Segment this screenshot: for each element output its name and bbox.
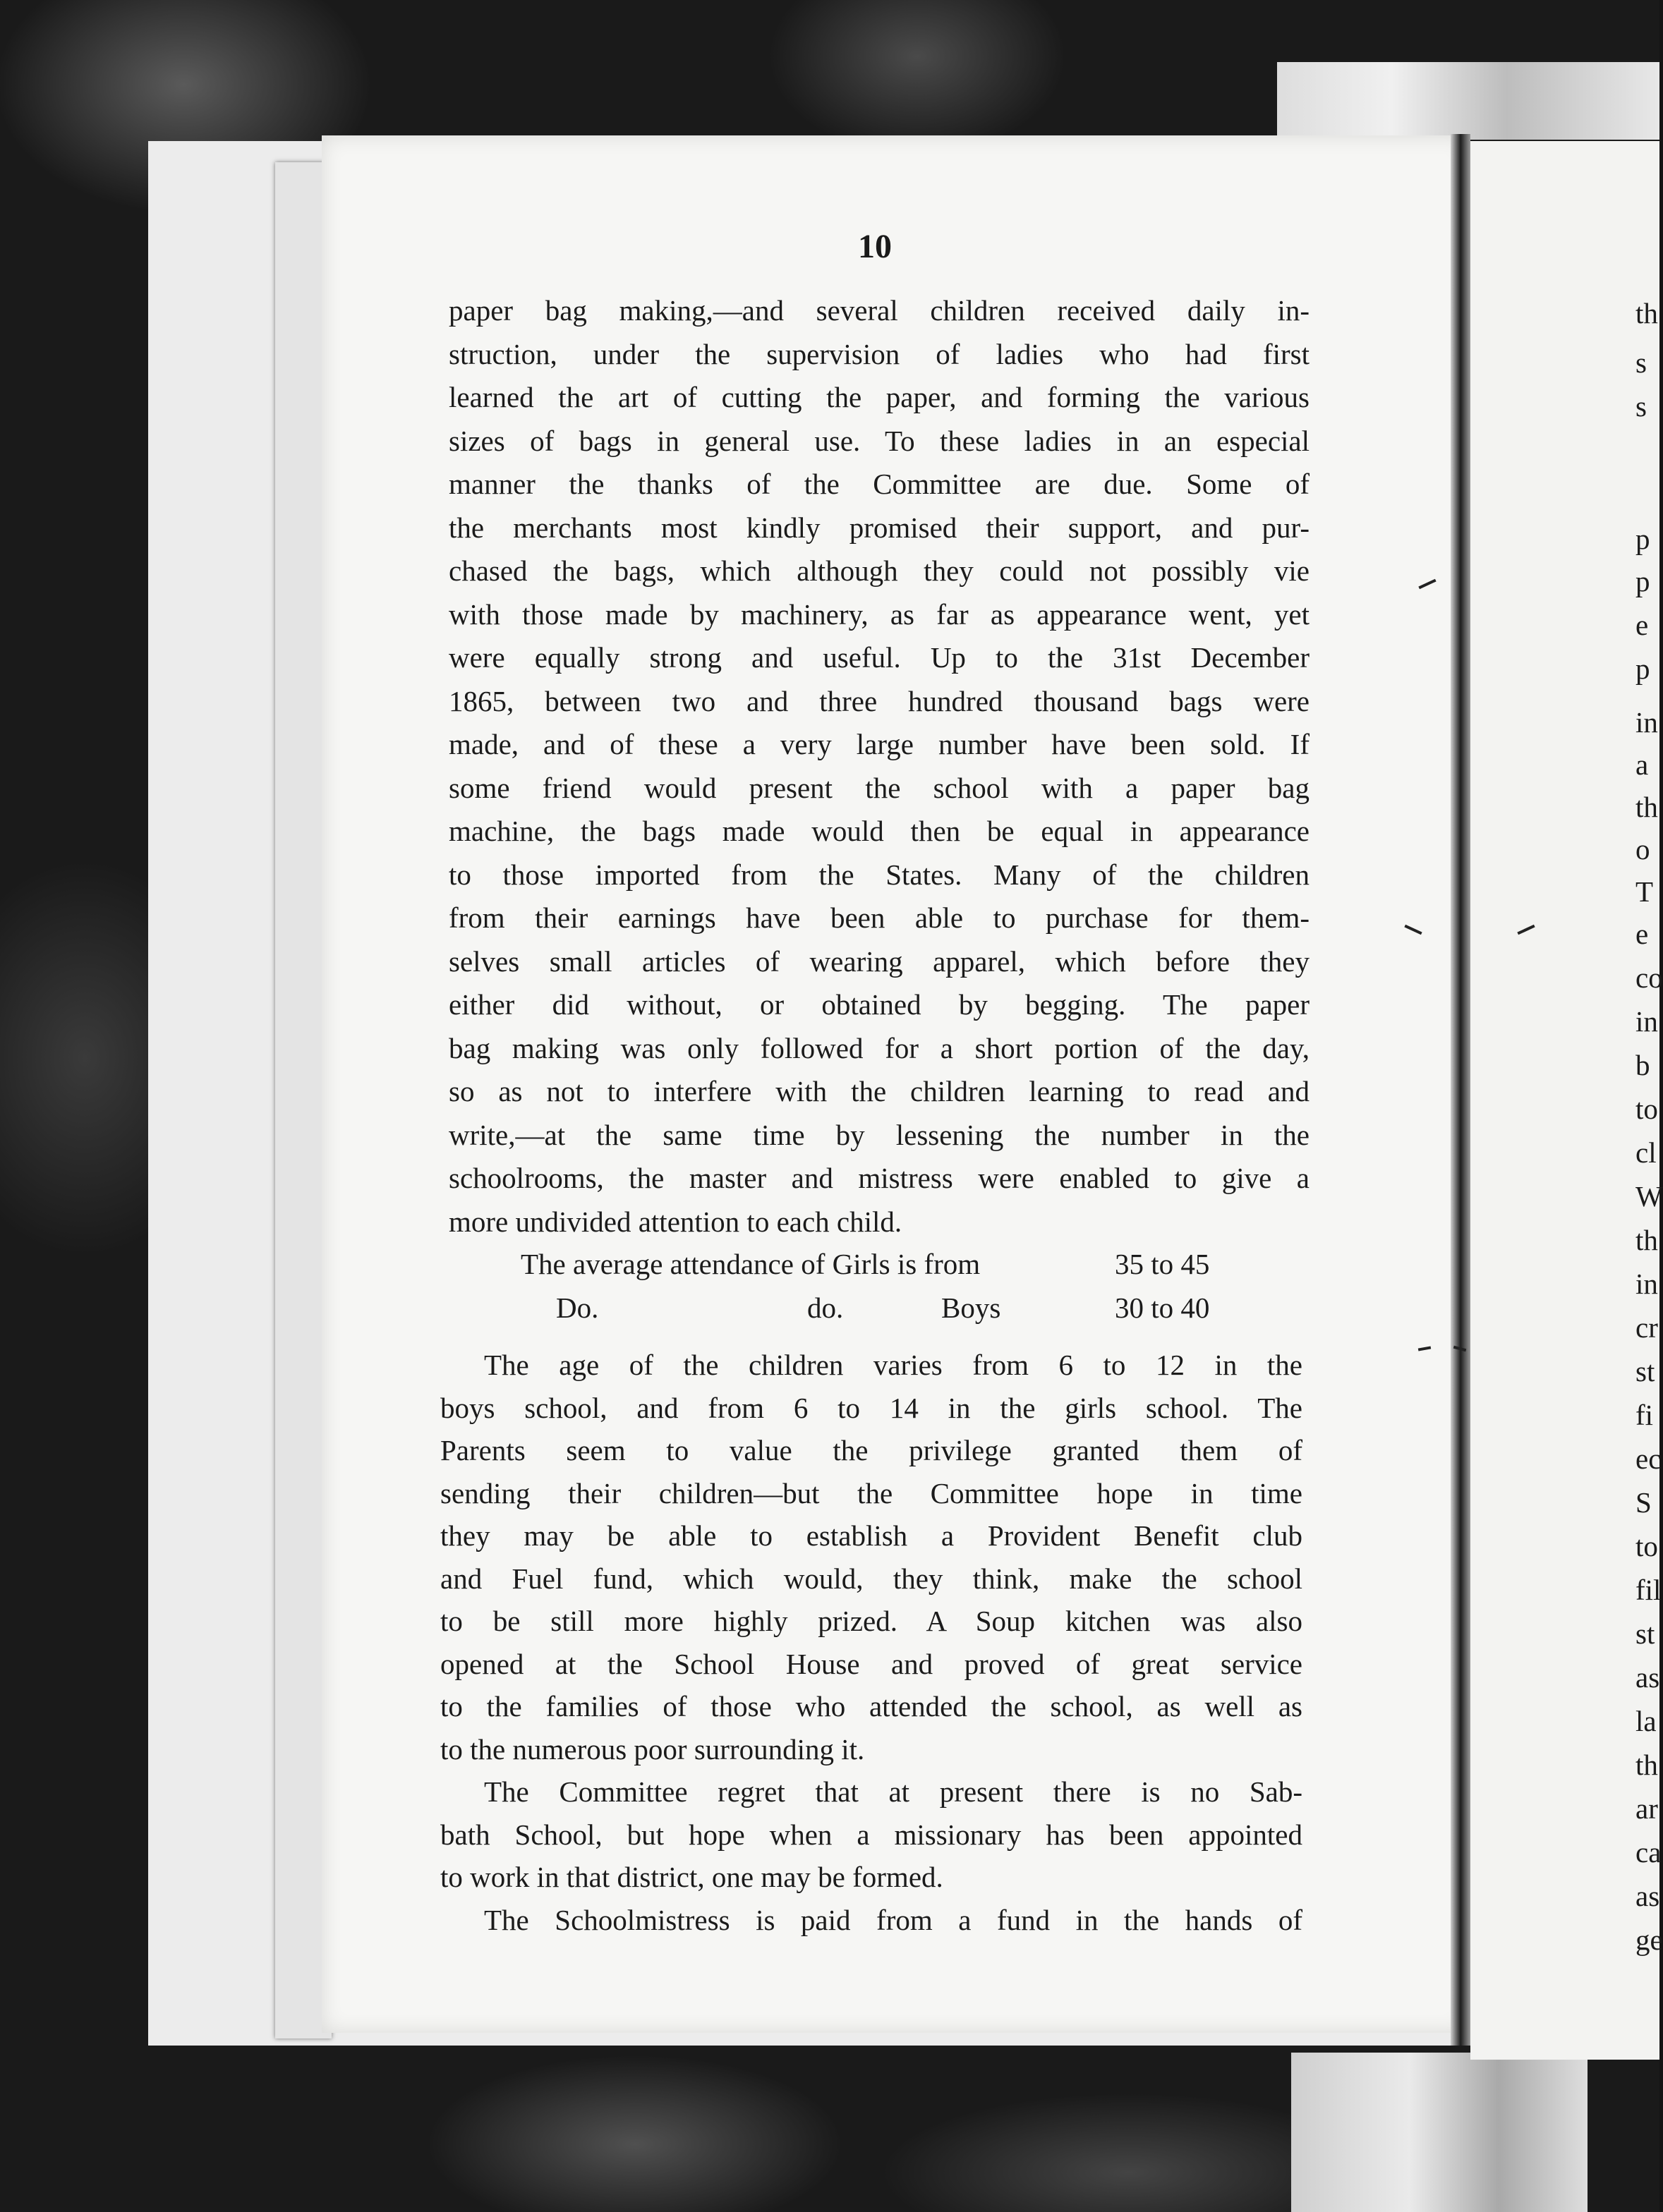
text-line: either did without, or obtained by begging. The paper xyxy=(449,988,1310,1021)
facing-page-fragment: W xyxy=(1635,1180,1663,1213)
facing-page-fragment: ca xyxy=(1635,1836,1662,1868)
text-line: to the numerous poor surrounding it. xyxy=(440,1732,865,1766)
text-line: machine, the bags made would then be equal in appearance xyxy=(449,815,1310,847)
text-line: the merchants most kindly promised their support, and pur- xyxy=(449,511,1310,544)
text-line: bag making was only followed for a short portion of the day, xyxy=(449,1031,1310,1064)
facing-page-fragment: e xyxy=(1635,918,1649,950)
text-line: with those made by machinery, as far as appearance went, yet xyxy=(449,597,1310,631)
binding-strip-top xyxy=(1277,62,1659,140)
facing-page-fragment: in xyxy=(1635,706,1658,739)
facing-page-fragment: fil xyxy=(1635,1574,1662,1606)
facing-page-fragment: in xyxy=(1635,1268,1658,1300)
text-line: write,—at the same time by lessening the number in the xyxy=(449,1118,1310,1151)
facing-page-fragment: S xyxy=(1635,1486,1652,1519)
facing-page-fragment: ar xyxy=(1635,1792,1658,1825)
text-line: sizes of bags in general use. To these ladies in an especial xyxy=(449,424,1310,457)
text-line: learned the art of cutting the paper, and forming the various xyxy=(449,381,1310,413)
text-line: The age of the children varies from 6 to 12 in the xyxy=(484,1349,1302,1381)
facing-page-fragment: as xyxy=(1635,1880,1660,1912)
facing-page-fragment: th xyxy=(1635,1749,1658,1781)
facing-page-fragment: cl xyxy=(1635,1136,1657,1169)
facing-page-fragment: p xyxy=(1635,652,1650,685)
text-line: The Committee regret that at present there is no Sab- xyxy=(484,1775,1302,1808)
facing-page-fragment: s xyxy=(1635,346,1647,379)
attendance-boys-col-2: do. xyxy=(807,1292,844,1324)
text-line: made, and of these a very large number have been sold. If xyxy=(449,728,1310,760)
book-gutter xyxy=(1451,134,1470,2046)
facing-page-fragment: e xyxy=(1635,609,1649,641)
text-line: more undivided attention to each child. xyxy=(449,1205,902,1238)
text-line: sending their children—but the Committee hope in time xyxy=(440,1476,1302,1509)
text-line: The Schoolmistress is paid from a fund in the hands of xyxy=(484,1903,1302,1936)
text-line: boys school, and from 6 to 14 in the girls school. The xyxy=(440,1391,1302,1424)
attendance-boys-range: 30 to 40 xyxy=(1115,1292,1210,1324)
text-line: they may be able to establish a Provident Benefit club xyxy=(440,1519,1302,1552)
facing-page-fragment: th xyxy=(1635,791,1658,823)
facing-page-fragment: p xyxy=(1635,523,1650,555)
text-line: to be still more highly prized. A Soup kitchen was also xyxy=(440,1605,1302,1637)
facing-page-fragment: p xyxy=(1635,565,1650,597)
text-line: Parents seem to value the privilege granted them of xyxy=(440,1434,1302,1466)
facing-page xyxy=(1470,141,1663,2060)
facing-page-fragment: la xyxy=(1635,1705,1657,1737)
text-line: and Fuel fund, which would, they think, make the school xyxy=(440,1562,1302,1595)
text-line: some friend would present the school with a paper bag xyxy=(449,771,1310,804)
text-line: bath School, but hope when a missionary has been appointed xyxy=(440,1818,1302,1851)
binding-strip-bottom xyxy=(1291,2053,1588,2212)
attendance-boys-col-3: Boys xyxy=(941,1292,1001,1324)
facing-page-fragment: th xyxy=(1635,297,1658,329)
text-line: from their earnings have been able to purchase for them- xyxy=(449,901,1310,934)
text-line: chased the bags, which although they could not possibly vie xyxy=(449,554,1310,587)
facing-page-fragment: s xyxy=(1635,390,1647,423)
attendance-row-boys xyxy=(521,1291,1240,1335)
attendance-girls-range: 35 to 45 xyxy=(1115,1248,1210,1280)
facing-page-fragment: fi xyxy=(1635,1399,1654,1431)
facing-page-fragment: th xyxy=(1635,1224,1658,1256)
facing-page-fragment: o xyxy=(1635,833,1650,865)
facing-page-fragment: a xyxy=(1635,748,1649,781)
text-line: schoolrooms, the master and mistress were enabled to give a xyxy=(449,1162,1310,1194)
facing-page-fragment: ge xyxy=(1635,1924,1663,1956)
text-line: manner the thanks of the Committee are due. Some of xyxy=(449,468,1310,500)
facing-page-fragment: st xyxy=(1635,1355,1655,1387)
text-line: opened at the School House and proved of great service xyxy=(440,1647,1302,1680)
text-line: struction, under the supervision of ladies who had first xyxy=(449,337,1310,370)
text-line: paper bag making,—and several children received daily in- xyxy=(449,294,1310,327)
text-line: to work in that district, one may be formed. xyxy=(440,1861,943,1893)
attendance-row-girls xyxy=(521,1247,1240,1291)
paragraph-1 xyxy=(449,289,1310,1244)
facing-page-fragment: T xyxy=(1635,875,1654,908)
text-line: were equally strong and useful. Up to the 31st December xyxy=(449,641,1310,674)
attendance-boys-col-1: Do. xyxy=(556,1292,599,1324)
text-line: so as not to interfere with the children learning to read and xyxy=(449,1075,1310,1107)
facing-page-fragment: to xyxy=(1635,1093,1658,1125)
facing-page-fragment: in xyxy=(1635,1005,1658,1038)
attendance-girls-label: The average attendance of Girls is from xyxy=(521,1248,981,1280)
text-line: to those imported from the States. Many of the children xyxy=(449,858,1310,891)
facing-page-fragment: st xyxy=(1635,1617,1655,1650)
facing-page-fragment: co xyxy=(1635,961,1663,994)
page-number: 10 xyxy=(858,228,892,265)
paragraphs-lower xyxy=(440,1344,1302,1941)
facing-page-fragment: b xyxy=(1635,1049,1650,1081)
facing-page-fragment: as xyxy=(1635,1661,1660,1694)
text-line: to the families of those who attended the school, as well as xyxy=(440,1690,1302,1722)
attendance-table xyxy=(521,1247,1240,1335)
facing-page-fragment: ec xyxy=(1635,1442,1662,1475)
text-line: 1865, between two and three hundred thousand bags were xyxy=(449,684,1310,717)
text-line: selves small articles of wearing apparel, which before they xyxy=(449,944,1310,978)
facing-page-fragment: to xyxy=(1635,1530,1658,1562)
facing-page-fragment: cr xyxy=(1635,1311,1658,1344)
